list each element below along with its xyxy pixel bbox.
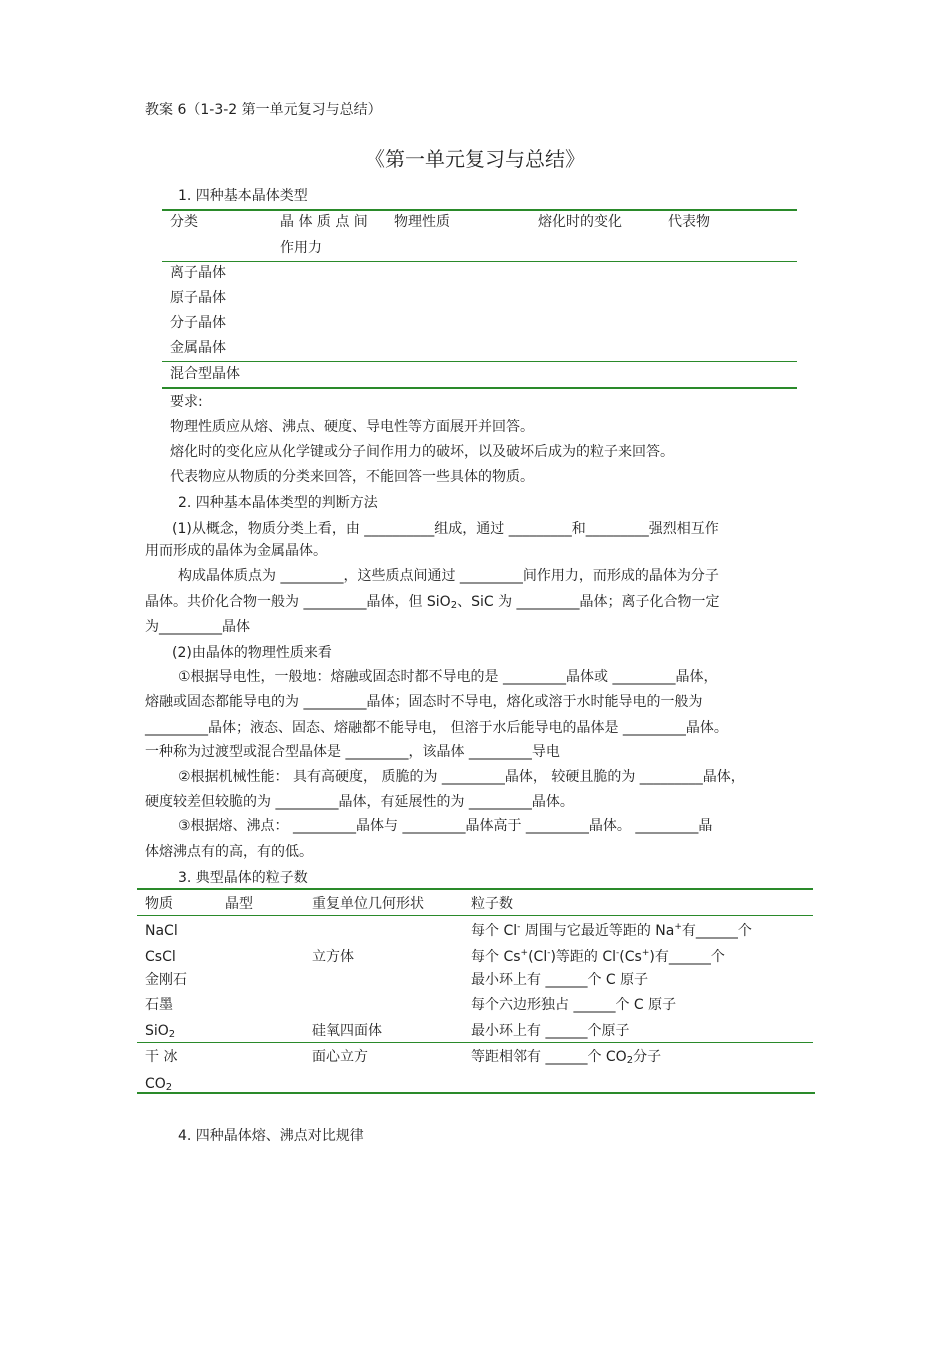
table2-count: 最小环上有 ______个原子 xyxy=(471,1023,630,1039)
table2-top-rule xyxy=(137,888,813,890)
paragraph-line: 体熔沸点有的高，有的低。 xyxy=(145,844,313,860)
paragraph-line: (1)从概念，物质分类上看，由 __________组成，通过 _________和_________强烈相互作 xyxy=(172,521,719,537)
table1-row: 分子晶体 xyxy=(170,315,226,331)
table2-col-substance: 物质 xyxy=(145,896,173,912)
table2-substance: 石墨 xyxy=(145,997,173,1013)
table2-substance-2: $CO_2$ xyxy=(145,1076,173,1093)
paragraph-line: 硬度较差但较脆的为 _________晶体，有延展性的为 _________晶体。 xyxy=(145,794,574,810)
table1-col-interaction: 晶 体 质 点 间 xyxy=(280,214,368,230)
table2-count: 每个 Cl- 周围与它最近等距的 Na+有______个 xyxy=(471,922,752,939)
table2-col-type: 晶型 xyxy=(225,896,253,912)
table2-shape: 面心立方 xyxy=(312,1049,368,1065)
table1-col-interaction-2: 作用力 xyxy=(280,240,322,256)
table1-header-rule xyxy=(162,261,797,262)
table2-col-shape: 重复单位几何形状 xyxy=(312,896,424,912)
table2-shape: 立方体 xyxy=(312,949,354,965)
table2-substance: CsCl xyxy=(145,949,176,965)
paragraph-line: 为_________晶体 xyxy=(145,619,250,635)
table2-bottom-rule xyxy=(137,1092,815,1094)
table2-count: 等距相邻有 ______个 $CO_2$分子 xyxy=(471,1049,662,1066)
table1-top-rule xyxy=(162,209,797,211)
paragraph-line: 一种称为过渡型或混合型晶体是 _________，该晶体 _________导电 xyxy=(145,744,560,760)
requirement-item: 物理性质应从熔、沸点、硬度、导电性等方面展开并回答。 xyxy=(170,419,534,435)
table2-count: 最小环上有 ______个 C 原子 xyxy=(471,972,649,988)
requirement-item: 熔化时的变化应从化学键或分子间作用力的破坏，以及破坏后成为的粒子来回答。 xyxy=(170,444,674,460)
table1-row: 金属晶体 xyxy=(170,340,226,356)
requirements-label: 要求: xyxy=(170,394,203,410)
table1-col-melting: 熔化时的变化 xyxy=(538,214,622,230)
section-1-heading: 1. 四种基本晶体类型 xyxy=(178,188,308,204)
table2-substance: SiO$_2$ xyxy=(145,1023,176,1040)
section-3-heading: 3. 典型晶体的粒子数 xyxy=(178,870,308,886)
section-4-heading: 4. 四种晶体熔、沸点对比规律 xyxy=(178,1128,364,1144)
table2-header-rule xyxy=(137,915,813,916)
table2-count: 每个 Cs+(Cl-)等距的 Cl-(Cs+)有______个 xyxy=(471,948,725,965)
table1-col-examples: 代表物 xyxy=(668,214,710,230)
table2-mid-rule xyxy=(137,1042,813,1043)
table1-col-physical: 物理性质 xyxy=(394,214,450,230)
paragraph-line: _________晶体；液态、固态、熔融都不能导电， 但溶于水后能导电的晶体是 _________晶体。 xyxy=(145,720,728,736)
table1-col-category: 分类 xyxy=(170,214,198,230)
paragraph-line: (2)由晶体的物理性质来看 xyxy=(172,645,332,661)
paragraph-line: 构成晶体质点为 _________，这些质点间通过 _________间作用力，而形成的晶体为分子 xyxy=(178,568,719,584)
section-2-heading: 2. 四种基本晶体类型的判断方法 xyxy=(178,495,378,511)
table2-col-count: 粒子数 xyxy=(471,896,513,912)
paragraph-line: 用而形成的晶体为金属晶体。 xyxy=(145,543,327,559)
paragraph-line: 晶体。共价化合物一般为 _________晶体，但 SiO$_2$、SiC 为 _________晶体；离子化合物一定 xyxy=(145,594,720,611)
paragraph-line: 熔融或固态都能导电的为 _________晶体；固态时不导电，熔化或溶于水时能导电的一般为 xyxy=(145,694,703,710)
table2-shape: 硅氧四面体 xyxy=(312,1023,382,1039)
paragraph-line: ②根据机械性能： 具有高硬度， 质脆的为 _________晶体， 较硬且脆的为 _________晶体， xyxy=(178,769,745,785)
table1-bottom-rule xyxy=(162,387,797,389)
table1-row: 离子晶体 xyxy=(170,265,226,281)
table1-row: 混合型晶体 xyxy=(170,366,240,382)
table2-substance: 干 冰 xyxy=(145,1049,178,1065)
paragraph-line: ①根据导电性，一般地：熔融或固态时都不导电的是 _________晶体或 _________晶体， xyxy=(178,669,718,685)
table2-substance: NaCl xyxy=(145,923,178,939)
lesson-header: 教案 6（1-3-2 第一单元复习与总结） xyxy=(145,102,382,118)
paragraph-line: ③根据熔、沸点： _________晶体与 _________晶体高于 _________晶体。 _________晶 xyxy=(178,818,713,834)
table1-mid-rule xyxy=(162,361,797,362)
page-title: 《第一单元复习与总结》 xyxy=(365,147,585,171)
table2-count: 每个六边形独占 ______个 C 原子 xyxy=(471,997,677,1013)
table1-row: 原子晶体 xyxy=(170,290,226,306)
requirement-item: 代表物应从物质的分类来回答，不能回答一些具体的物质。 xyxy=(170,469,534,485)
table2-substance: 金刚石 xyxy=(145,972,187,988)
